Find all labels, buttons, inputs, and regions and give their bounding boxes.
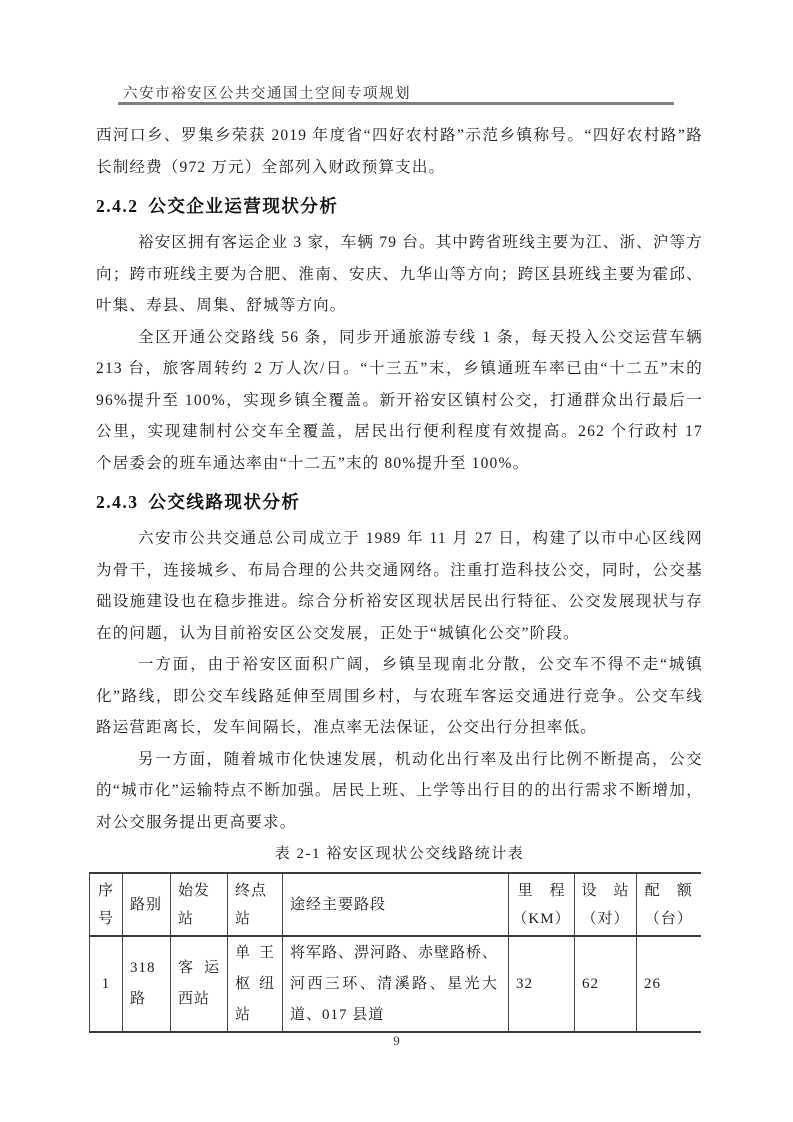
paragraph-urbanized-route: 一方面，由于裕安区面积广阔，乡镇呈现南北分散，公交车不得不走“城镇化”路线，即公交车线路延伸至周围乡村，与农班车客运交通进行竞争。公交车线路运营距离长，发车间隔长，准点率无法保证，公交出行分担率低。 — [96, 656, 703, 736]
running-header-title: 六安市裕安区公共交通国土空间专项规划 — [123, 86, 411, 102]
column-header-quota — [637, 873, 701, 936]
page-number: 9 — [393, 1033, 400, 1048]
cell-mileage: 32 — [509, 936, 575, 1032]
cell-terminus: 单王枢纽站 — [228, 936, 283, 1032]
cell-stations: 62 — [575, 936, 637, 1032]
column-header-stations-unit: （对） — [581, 910, 630, 927]
paragraph-company-history: 六安市公共交通总公司成立于 1989 年 11 月 27 日，构建了以市中心区线网为骨干，连接城乡、布局合理的公共交通网络。注重打造科技公交，同时，公交基础设施建设也在稳步推进。综合分析裕安区现状居民出行特征、公交发展现状与存在的问题，认为目前裕安区公交发展，正处于“城镇化公交”阶段。 — [96, 530, 703, 642]
column-header-mileage-unit: （KM） — [512, 910, 571, 927]
table-row — [90, 936, 701, 1032]
paragraph-intro: 西河口乡、罗集乡荣获 2019 年度省“四好农村路”示范乡镇称号。“四好农村路”路长制经费（972 万元）全部列入财政预算支出。 — [96, 127, 703, 176]
paragraph-route-coverage: 全区开通公交路线 56 条，同步开通旅游专线 1 条，每天投入公交运营车辆 213 台，旅客周转约 2 万人次/日。“十三五”末，乡镇通班车率已由“十二五”末的 96%提升至 100%，实现乡镇全覆盖。新开裕安区镇村公交，打通群众出行最后一公里，实现建制村公交车全覆盖，居民出行便利程度有效提高。262 个行政村 17 个居委会的班车通达率由“十二五”末的 80%提升至 100%。 — [96, 328, 703, 472]
section-heading-242: 2.4.2 公交企业运营现状分析 — [96, 196, 339, 216]
column-header-stations-label: 设 站 — [581, 882, 630, 899]
paragraph-enterprise-overview: 裕安区拥有客运企业 3 家，车辆 79 台。其中跨省班线主要为江、浙、沪等方向；跨市班线主要为合肥、淮南、安庆、九华山等方向；跨区县班线主要为霍邱、叶集、寿县、周集、舒城等方向。 — [96, 234, 703, 314]
table-caption: 表 2-1 裕安区现状公交线路统计表 — [274, 846, 525, 862]
cell-quota: 26 — [637, 936, 701, 1032]
column-header-stations — [575, 873, 637, 936]
column-header-mileage-label: 里 程 — [517, 882, 566, 899]
column-header-mileage — [509, 873, 575, 936]
running-header-rule — [118, 102, 674, 105]
column-header-main-roads: 途经主要路段 — [283, 873, 509, 936]
cell-main-roads: 将军路、淠河路、赤壁路桥、河西三环、清溪路、星光大道、017 县道 — [283, 936, 509, 1032]
table-header-row — [90, 873, 701, 936]
cell-index: 1 — [90, 936, 123, 1032]
column-header-quota-unit: （台） — [644, 910, 693, 927]
column-header-index: 序号 — [90, 873, 123, 936]
paragraph-demand-growth: 另一方面，随着城市化快速发展，机动化出行率及出行比例不断提高，公交的“城市化”运输特点不断加强。居民上班、上学等出行目的的出行需求不断增加，对公交服务提出更高要求。 — [96, 750, 703, 831]
column-header-quota-label: 配 额 — [644, 882, 693, 899]
document-body — [96, 120, 703, 1033]
cell-origin: 客运西站 — [171, 936, 228, 1032]
cell-route: 318 路 — [123, 936, 171, 1032]
column-header-origin: 始发站 — [171, 873, 228, 936]
bus-route-stats-table — [89, 872, 701, 1033]
column-header-terminus: 终点站 — [228, 873, 283, 936]
column-header-route: 路别 — [123, 873, 171, 936]
section-heading-243: 2.4.3 公交线路现状分析 — [96, 492, 301, 512]
